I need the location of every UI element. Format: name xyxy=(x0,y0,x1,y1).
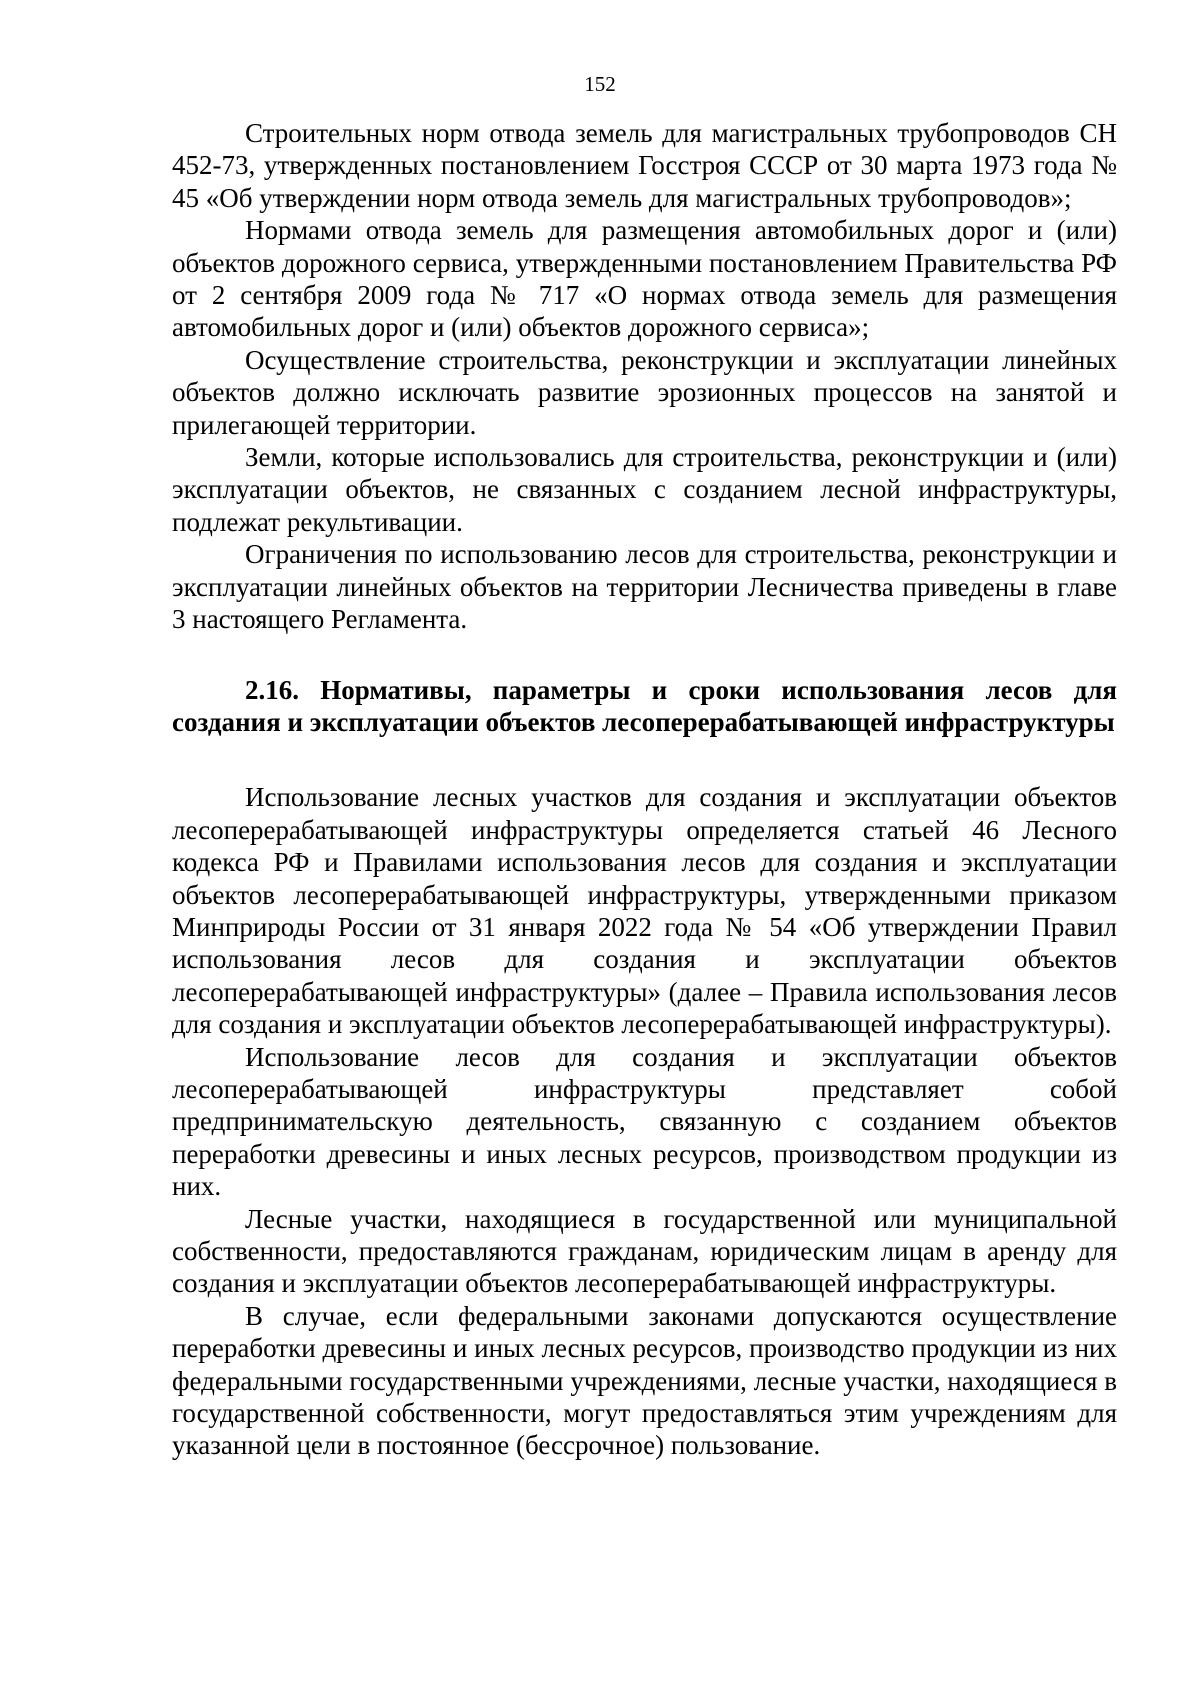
paragraph: В случае, если федеральными законами допускаются осуществление переработки древесины и иных лесных ресурсов, производство продукции из них федеральными государственными учреждениями, лесные участки, находящиеся в государственной собственности, могут предоставляться этим учреждениям для указанной цели в постоянное (бессрочное) пользование. xyxy=(172,1300,1117,1461)
paragraph: Осуществление строительства, реконструкции и эксплуатации линейных объектов должно исключать развитие эрозионных процессов на занятой и прилегающей территории. xyxy=(172,344,1117,440)
page-number: 152 xyxy=(584,72,616,96)
paragraph: Строительных норм отвода земель для магистральных трубопроводов СН 452-73, утвержденных постановлением Госстроя СССР от 30 марта 1973 года № 45 «Об утверждении норм отвода земель для магистральных трубопроводов»; xyxy=(172,118,1117,213)
paragraph: Земли, которые использовались для строительства, реконструкции и (или) эксплуатации объектов, не связанных с созданием лесной инфраструктуры, подлежат рекультивации. xyxy=(172,442,1117,537)
paragraph: Лесные участки, находящиеся в государственной или муниципальной собственности, предоставляются гражданам, юридическим лицам в аренду для создания и эксплуатации объектов лесоперерабатывающей инфраструктуры. xyxy=(172,1203,1117,1299)
spacer xyxy=(172,738,1117,781)
paragraph: Нормами отвода земель для размещения автомобильных дорог и (или) объектов дорожного сервиса, утвержденными постановлением Правительства РФ от 2 сентября 2009 года № 717 «О нормах отвода земель для размещения автомобильных дорог и (или) объектов дорожного сервиса»; xyxy=(172,215,1117,343)
section-heading: 2.16. Нормативы, параметры и сроки использования лесов для создания и эксплуатации объектов лесоперерабатывающей инфраструктуры xyxy=(172,674,1117,737)
paragraph: Использование лесных участков для создания и эксплуатации объектов лесоперерабатывающей инфраструктуры определяется статьей 46 Лесного кодекса РФ и Правилами использования лесов для создания и эксплуатации объектов лесоперерабатывающей инфраструктуры, утвержденными приказом Минприроды России от 31 января 2022 года № 54 «Об утверждении Правил использования лесов для создания и эксплуатации объектов лесоперерабатывающей инфраструктуры» (далее – Правила использования лесов для создания и эксплуатации объектов лесоперерабатывающей инфраструктуры). xyxy=(172,782,1117,1040)
paragraph: Ограничения по использованию лесов для строительства, реконструкции и эксплуатации линейных объектов на территории Лесничества приведены в главе 3 настоящего Регламента. xyxy=(172,539,1117,635)
paragraph: Использование лесов для создания и эксплуатации объектов лесоперерабатывающей инфраструктуры представляет собой предпринимательскую деятельность, связанную с созданием объектов переработки древесины и иных лесных ресурсов, производством продукции из них. xyxy=(172,1041,1117,1202)
document-body xyxy=(172,117,1117,1462)
